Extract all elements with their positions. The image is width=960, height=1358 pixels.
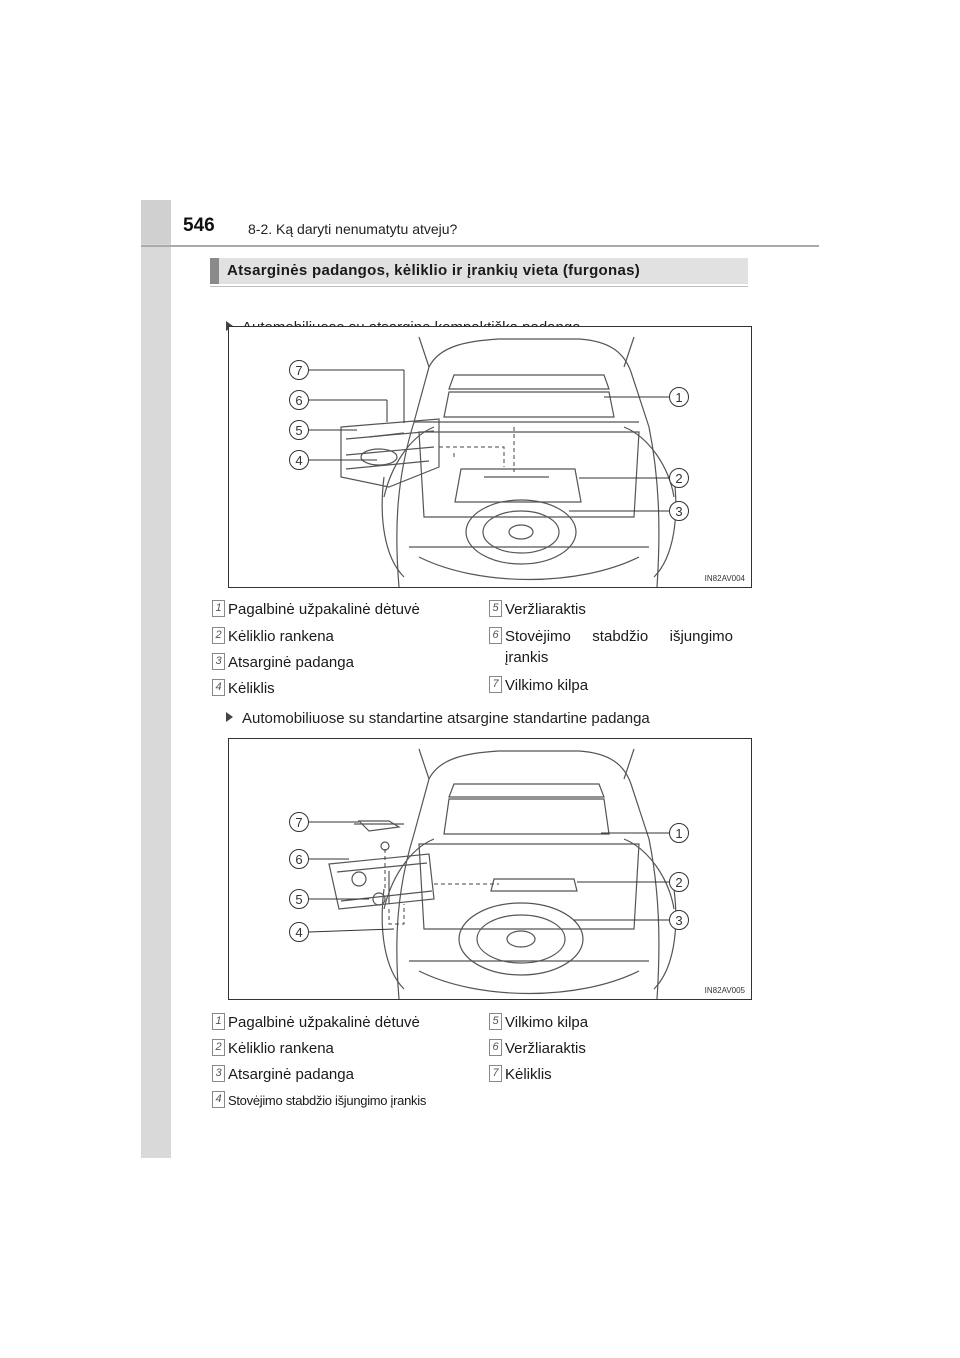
callout-2: 2 <box>675 875 683 890</box>
legend-text: Veržliaraktis <box>505 601 586 618</box>
callout-5: 5 <box>295 423 303 438</box>
callout-5: 5 <box>295 892 303 907</box>
legend-text: Pagalbinė užpakalinė dėtuvė <box>228 601 420 618</box>
legend-text: Kėliklio rankena <box>228 628 334 645</box>
legend-text-continued: įrankis <box>505 649 549 666</box>
callout-2: 2 <box>675 471 683 486</box>
car-trunk-compact-spare-drawing <box>229 327 751 587</box>
legend-number: 5 <box>489 600 502 617</box>
callout-7: 7 <box>295 815 303 830</box>
legend-text: Atsarginė padanga <box>228 1066 354 1083</box>
figure1-illustration <box>228 326 752 588</box>
callout-6: 6 <box>295 393 303 408</box>
callout-1: 1 <box>675 390 683 405</box>
callout-4: 4 <box>295 453 303 468</box>
figure2-code: IN82AV005 <box>704 986 745 995</box>
callout-6: 6 <box>295 852 303 867</box>
legend-number: 6 <box>489 1039 502 1056</box>
legend-number: 4 <box>212 679 225 696</box>
legend-number: 3 <box>212 653 225 670</box>
legend-number: 4 <box>212 1091 225 1108</box>
page-number: 546 <box>183 215 215 236</box>
legend-text: Veržliaraktis <box>505 1040 586 1057</box>
triangle-bullet-icon <box>226 712 233 722</box>
legend-number: 6 <box>489 627 502 644</box>
callout-3: 3 <box>675 504 683 519</box>
legend-number: 2 <box>212 1039 225 1056</box>
figure1-code: IN82AV004 <box>704 574 745 583</box>
legend-number: 7 <box>489 1065 502 1082</box>
section-title: Atsarginės padangos, kėliklio ir įrankių vieta (furgonas) <box>227 262 641 279</box>
legend-number: 1 <box>212 600 225 617</box>
legend-number: 3 <box>212 1065 225 1082</box>
legend-text: Pagalbinė užpakalinė dėtuvė <box>228 1014 420 1031</box>
legend-text: Vilkimo kilpa <box>505 1014 589 1031</box>
side-margin-bar <box>141 200 171 1158</box>
chapter-title: 8-2. Ką daryti nenumatytu atveju? <box>248 221 458 237</box>
legend-text: Atsarginė padanga <box>228 654 354 671</box>
callout-3: 3 <box>675 913 683 928</box>
callout-1: 1 <box>675 826 683 841</box>
legend-text: Stovėjimo stabdžio išjungimo įrankis <box>228 1093 427 1108</box>
legend-text: Stovėjimo stabdžio išjungimo <box>505 628 733 645</box>
legend-number: 1 <box>212 1013 225 1030</box>
car-trunk-standard-spare-drawing <box>229 739 751 999</box>
callout-7: 7 <box>295 363 303 378</box>
figure2-subheading-text: Automobiliuose su standartine atsargine standartine padanga <box>242 710 650 727</box>
legend-number: 5 <box>489 1013 502 1030</box>
section-heading-bar <box>210 258 219 284</box>
header-rule <box>141 245 819 247</box>
section-heading <box>210 258 748 284</box>
legend-number: 2 <box>212 627 225 644</box>
figure2-subheading <box>226 710 650 727</box>
section-rule <box>210 286 748 287</box>
legend-number: 7 <box>489 676 502 693</box>
figure2-illustration <box>228 738 752 1000</box>
legend-text: Kėliklis <box>505 1066 552 1083</box>
callout-4: 4 <box>295 925 303 940</box>
header-tab <box>141 200 171 244</box>
legend-text: Kėliklis <box>228 680 275 697</box>
legend-text: Vilkimo kilpa <box>505 677 589 694</box>
legend-text: Kėliklio rankena <box>228 1040 334 1057</box>
